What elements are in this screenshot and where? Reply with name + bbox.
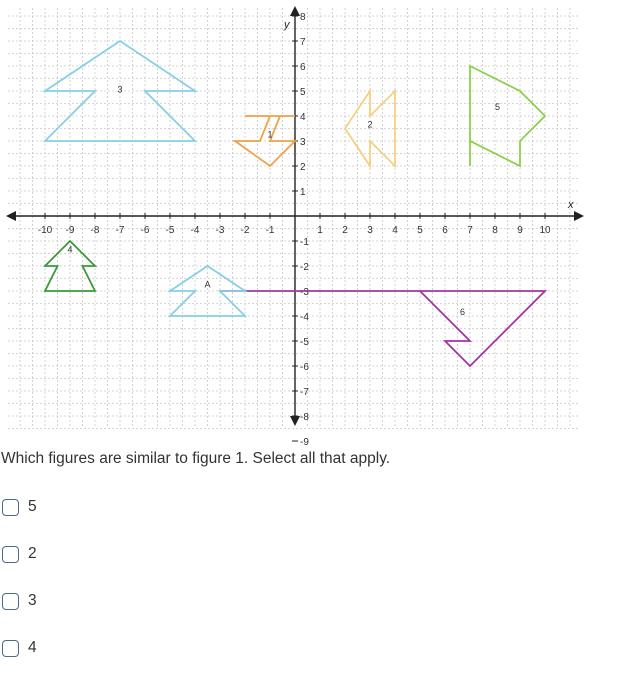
- y-tick-label: 2: [300, 162, 306, 173]
- y-axis-top-arrow-icon: [290, 6, 300, 16]
- y-axis-label: y: [284, 19, 290, 31]
- figure-label: 2: [367, 119, 373, 130]
- x-tick-label: 10: [539, 225, 551, 236]
- figure-label: 4: [67, 244, 73, 255]
- y-tick-label: -1: [300, 237, 309, 248]
- x-tick-label: 7: [467, 225, 473, 236]
- x-tick-label: -6: [140, 225, 150, 236]
- x-tick-label: 8: [492, 225, 498, 236]
- x-tick-label: -5: [165, 225, 175, 236]
- figure-label: 5: [494, 102, 501, 112]
- x-tick-label: 3: [367, 225, 373, 236]
- choice-label: 2: [28, 545, 37, 562]
- y-tick-label: 1: [300, 187, 306, 198]
- question-text: Which figures are similar to figure 1. Select all that apply.: [1, 450, 391, 467]
- grid-lines: [8, 8, 580, 429]
- x-tick-label: 4: [392, 225, 398, 236]
- choice-label: 5: [28, 498, 37, 515]
- x-axis-label: x: [568, 199, 574, 211]
- x-tick-label: 1: [317, 225, 323, 236]
- x-axis-left-arrow-icon: [6, 211, 16, 221]
- x-tick-label: 2: [342, 225, 348, 236]
- y-tick-label: 6: [300, 62, 306, 73]
- y-tick-label: -6: [300, 362, 309, 373]
- y-tick-label: 4: [300, 112, 306, 123]
- x-tick-label: -10: [37, 225, 53, 236]
- y-tick-label: -2: [300, 262, 309, 273]
- figure-label: 3: [117, 84, 123, 95]
- y-tick-label: 8: [300, 12, 306, 23]
- checkbox[interactable]: [2, 640, 19, 657]
- checkbox[interactable]: [2, 546, 19, 563]
- x-tick-label: 6: [442, 225, 448, 236]
- y-axis-bottom-arrow-icon: [290, 416, 300, 426]
- y-tick-label: 7: [300, 37, 306, 48]
- x-axis-right-arrow-icon: [574, 211, 584, 221]
- y-tick-label: 3: [300, 137, 306, 148]
- x-tick-label: -2: [240, 225, 250, 236]
- y-tick-label: -3: [300, 287, 309, 298]
- x-tick-label: 5: [417, 225, 423, 236]
- choice-label: 4: [28, 639, 37, 656]
- axes: [6, 6, 584, 426]
- y-tick-label: 5: [300, 87, 306, 98]
- x-tick-label: -7: [115, 225, 125, 236]
- y-tick-label: -4: [300, 312, 309, 323]
- choice-4[interactable]: [2, 639, 37, 657]
- choice-label: 3: [28, 592, 37, 609]
- checkbox[interactable]: [2, 593, 19, 610]
- figure-label: 6: [459, 307, 466, 317]
- figure-label: A: [204, 279, 211, 290]
- choice-5[interactable]: [2, 498, 37, 516]
- x-tick-label: -3: [215, 225, 225, 236]
- choice-2[interactable]: [2, 545, 37, 563]
- y-tick-label: -9: [300, 437, 309, 448]
- x-tick-label: -8: [90, 225, 100, 236]
- checkbox[interactable]: [2, 499, 19, 516]
- y-tick-label: -8: [300, 412, 309, 423]
- x-tick-label: -9: [65, 225, 75, 236]
- x-tick-label: -1: [265, 225, 275, 236]
- x-tick-label: 9: [517, 225, 523, 236]
- figure-label: 1: [267, 129, 273, 140]
- y-tick-label: -7: [300, 387, 309, 398]
- x-tick-label: -4: [190, 225, 200, 236]
- y-tick-label: -5: [300, 337, 309, 348]
- choice-3[interactable]: [2, 592, 37, 610]
